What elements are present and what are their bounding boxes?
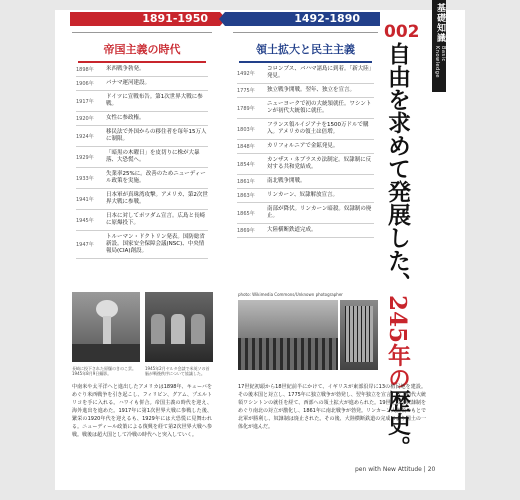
timeline-event: 失業率25%に。改善のためニューディール政策を実施。 [106, 171, 206, 184]
timeline-event: リンカーン、奴隷解放宣言。 [267, 192, 338, 198]
yalta-conference-photo [145, 292, 213, 362]
figure [191, 314, 205, 344]
timeline-row [76, 210, 208, 231]
timeline-event: 独立戦争開戦。翌年、独立を宣言。 [267, 87, 356, 93]
timeline-left-title: 帝国主義の時代 [78, 33, 206, 63]
timeline-event: 「暗黒の木曜日」を皮切りに株が大暴落、大恐慌へ。 [106, 150, 200, 163]
timeline-year: 1947年 [76, 242, 94, 248]
page-footer: pen with New Attitude | 20 [355, 466, 436, 473]
timeline-year: 1906年 [76, 81, 94, 87]
timeline-event: 南北戦争開戦。 [267, 178, 306, 184]
handwriting [345, 306, 373, 362]
timeline-row [237, 175, 374, 189]
headline-accent: 245年の [384, 295, 411, 390]
timeline-year: 1917年 [76, 98, 94, 105]
mushroom-cloud-photo [72, 292, 140, 362]
timeline-event: ニューヨークで初の大統領就任。ワシントンが初代大統領に就任。 [267, 101, 372, 114]
cloud-stem [103, 316, 111, 346]
timeline-event: カリフォルニアで金鉱発見。 [267, 143, 339, 149]
timeline-event: トルーマン・ドクトリン発表。国防総省新設。国家安全保障会議(NSC)、中央情報局(CIA)創設。 [106, 234, 205, 254]
timeline-event: 女性に参政権。 [106, 115, 145, 121]
timeline-row [237, 224, 374, 238]
timeline-year: 1933年 [76, 175, 94, 182]
timeline-event: 日本軍が真珠湾攻撃。アメリカ、第2次世界大戦に参戦。 [106, 192, 208, 205]
header-left-years: 1891-1950 [70, 12, 220, 26]
timeline-row [237, 154, 374, 175]
timeline-year: 1861年 [237, 179, 255, 185]
timeline-event: カンザス・ネブラスカ法制定。奴隷制に反対する共和党結成。 [267, 157, 372, 170]
timeline-year: 1929年 [76, 154, 94, 161]
section-number: 002 [384, 22, 420, 42]
sidebar-subtitle: Basic Knowledge [434, 46, 446, 78]
sidebar-title: 基礎知識 [435, 3, 445, 43]
timeline-row [76, 189, 208, 210]
body-text-left: 中南米や太平洋へと進出したアメリカは1898年、キューバをめぐり米西戦争を引き起こし、フィリピン、グアム、プエルトリコを手に入れる。ハワイも併合。帝国主義の時代を迎え、海外進出を進めた。1917年に第1次世界大戦に参戦した後、繁栄の1920年代を迎えるも、1929年には大恐慌に見舞われる。ニューディール政策による復興を経て第2次世界大戦へ参戦。戦後は超大国として冷戦の時代へと突入していく。 [72, 384, 212, 438]
timeline-row [237, 63, 374, 84]
timeline-year: 1920年 [76, 116, 94, 122]
timeline-row [76, 126, 208, 147]
timeline-row [237, 98, 374, 119]
timeline-year: 1945年 [76, 217, 94, 224]
timeline-row [237, 203, 374, 224]
timeline-row [237, 189, 374, 203]
timeline-year: 1898年 [76, 67, 94, 73]
timeline-year: 1924年 [76, 133, 94, 140]
timeline-year: 1789年 [237, 105, 255, 112]
timeline-year: 1941年 [76, 196, 94, 203]
ground [72, 344, 140, 362]
railroad-ceremony-photo [238, 300, 338, 370]
crowd [238, 338, 338, 370]
timeline-year: 1492年 [237, 70, 255, 77]
timeline-right-title: 領土拡大と民主主義 [239, 33, 372, 63]
headline-line2: 歴史。 [384, 389, 411, 459]
timeline-row [76, 231, 208, 259]
document-photo [340, 300, 378, 370]
photo-caption: 1945年2月ヤルタ会談で米英ソの首脳が戦後秩序について協議した。 [145, 366, 210, 376]
timeline-year: 1775年 [237, 88, 255, 94]
timeline-event: 移民法で外国からの移住者を毎年15万人に制限。 [106, 129, 207, 142]
timeline-row [237, 140, 374, 154]
figure [171, 314, 185, 344]
timeline-row [76, 63, 208, 77]
timeline-event: パナマ運河建設。 [106, 80, 151, 86]
timeline-year: 1848年 [237, 144, 255, 150]
timeline-year: 1854年 [237, 161, 255, 168]
timeline-event: ドイツに宣戦布告。第1次世界大戦に参戦。 [106, 94, 203, 107]
photo-credit: photo: Wikimedia Commons/Unknown photographer [238, 292, 343, 297]
timeline-row [76, 147, 208, 168]
timeline-event: 米西戦争勃発。 [106, 66, 145, 72]
timeline-right [233, 32, 378, 238]
timeline-left [72, 32, 212, 259]
timeline-event: フランス領ルイジアナを1500万ドルで購入。アメリカの領土は倍増。 [267, 122, 369, 135]
sidebar-tab [432, 0, 446, 92]
timeline-row [76, 168, 208, 189]
timeline-year: 1865年 [237, 210, 255, 217]
timeline-year: 1803年 [237, 126, 255, 133]
header-right-years: 1492-1890 [225, 12, 380, 26]
photo-caption: 長崎に投下された原爆のきのこ雲。1945年8月9日撮影。 [72, 366, 136, 376]
headline-line1: 自由を求めて発展した、 [384, 42, 411, 295]
timeline-event: 大陸横断鉄道完成。 [267, 227, 317, 233]
timeline-year: 1863年 [237, 193, 255, 199]
timeline-event: 南部が降伏。リンカーン暗殺。奴隷制の廃止。 [267, 206, 372, 219]
timeline-year: 1869年 [237, 228, 255, 234]
body-text-right: 17世紀初頭から18世紀前半にかけて、イギリスが東部沿岸に13の植民地を建設。その後本国と対立し、1775年に独立戦争が勃発し、翌年独立を宣言した。初代大統領ワシントンの就任を経て、西部への領土拡大が進められた。19世紀には奴隷制をめぐり南北の対立が激化し、1861年に南北戦争が勃発。リンカーン大統領のもとで北軍が勝利し、奴隷制は廃止された。その後、大陸横断鉄道の完成により国土の一体化が進んだ。 [238, 384, 426, 430]
timeline-event: 日本に対してポツダム宣言。広島と長崎に原爆投下。 [106, 213, 205, 226]
timeline-row [237, 84, 374, 98]
gutter [465, 10, 520, 490]
timeline-row [76, 77, 208, 91]
timeline-event: コロンブス、バハマ諸島に到着。「新大陸」発見。 [267, 66, 372, 79]
timeline-row [76, 112, 208, 126]
timeline-row [237, 119, 374, 140]
figure [151, 314, 165, 344]
timeline-row [76, 91, 208, 112]
